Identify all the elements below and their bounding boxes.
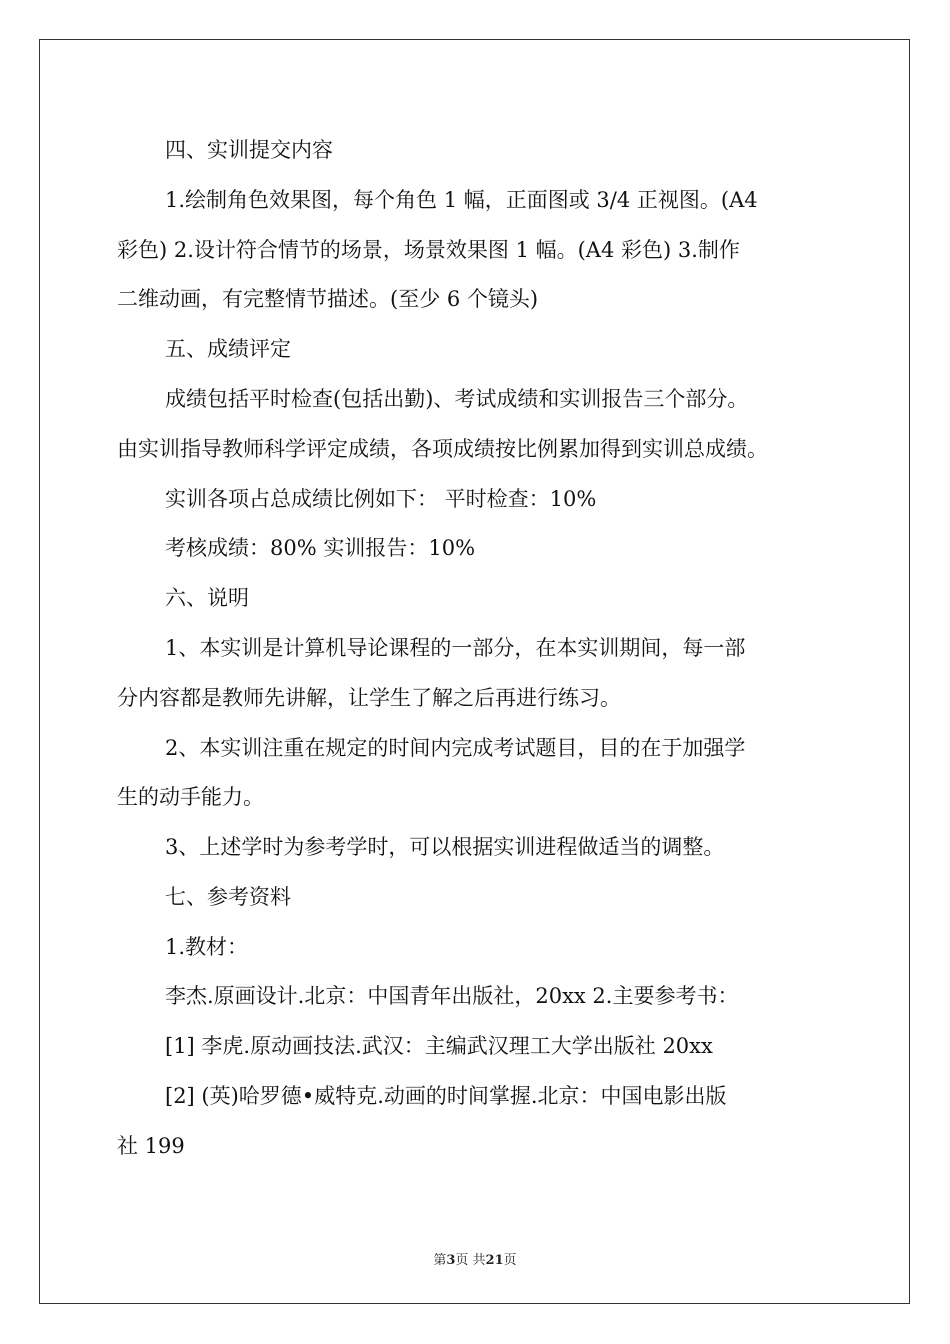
paragraph-line: 分内容都是教师先讲解，让学生了解之后再进行练习。 [117, 686, 621, 710]
paragraph-line: 生的动手能力。 [117, 785, 264, 809]
paragraph-line: 成绩包括平时检查(包括出勤)、考试成绩和实训报告三个部分。 [165, 387, 749, 411]
reference-item: [1] 李虎.原动画技法.武汉：主编武汉理工大学出版社 20xx [165, 1034, 713, 1058]
reference-item: [2] (英)哈罗德•威特克.动画的时间掌握.北京：中国电影出版 [165, 1084, 727, 1108]
paragraph-line: 1、本实训是计算机导论课程的一部分，在本实训期间，每一部 [165, 636, 746, 660]
paragraph-line: 李杰.原画设计.北京：中国青年出版社，20xx 2.主要参考书： [165, 984, 739, 1008]
section-heading-4: 四、实训提交内容 [165, 138, 333, 162]
paragraph-line: 2、本实训注重在规定的时间内完成考试题目，目的在于加强学 [165, 736, 746, 760]
paragraph-line: 社 199 [117, 1134, 185, 1158]
page-border [39, 39, 910, 1304]
paragraph-line: 彩色) 2.设计符合情节的场景，场景效果图 1 幅。(A4 彩色) 3.制作 [117, 238, 740, 262]
paragraph-line: 3、上述学时为参考学时，可以根据实训进程做适当的调整。 [165, 835, 725, 859]
footer-total-pages: 21 [485, 1253, 504, 1268]
footer-page-number: 3 [446, 1253, 456, 1268]
paragraph-line: 二维动画，有完整情节描述。(至少 6 个镜头) [117, 287, 539, 311]
footer-suffix: 页 [503, 1253, 517, 1268]
paragraph-line: 1.教材： [165, 935, 249, 959]
section-heading-7: 七、参考资料 [165, 885, 291, 909]
footer-prefix: 第 [433, 1253, 447, 1268]
paragraph-line: 由实训指导教师科学评定成绩，各项成绩按比例累加得到实训总成绩。 [117, 437, 768, 461]
paragraph-line: 实训各项占总成绩比例如下： 平时检查：10% [165, 487, 597, 511]
page-footer [0, 1249, 950, 1268]
section-heading-6: 六、说明 [165, 586, 249, 610]
footer-mid: 页 共 [455, 1253, 486, 1268]
paragraph-line: 1.绘制角色效果图，每个角色 1 幅，正面图或 3/4 正视图。(A4 [165, 188, 758, 212]
paragraph-line: 考核成绩：80% 实训报告：10% [165, 536, 476, 560]
section-heading-5: 五、成绩评定 [165, 337, 291, 361]
